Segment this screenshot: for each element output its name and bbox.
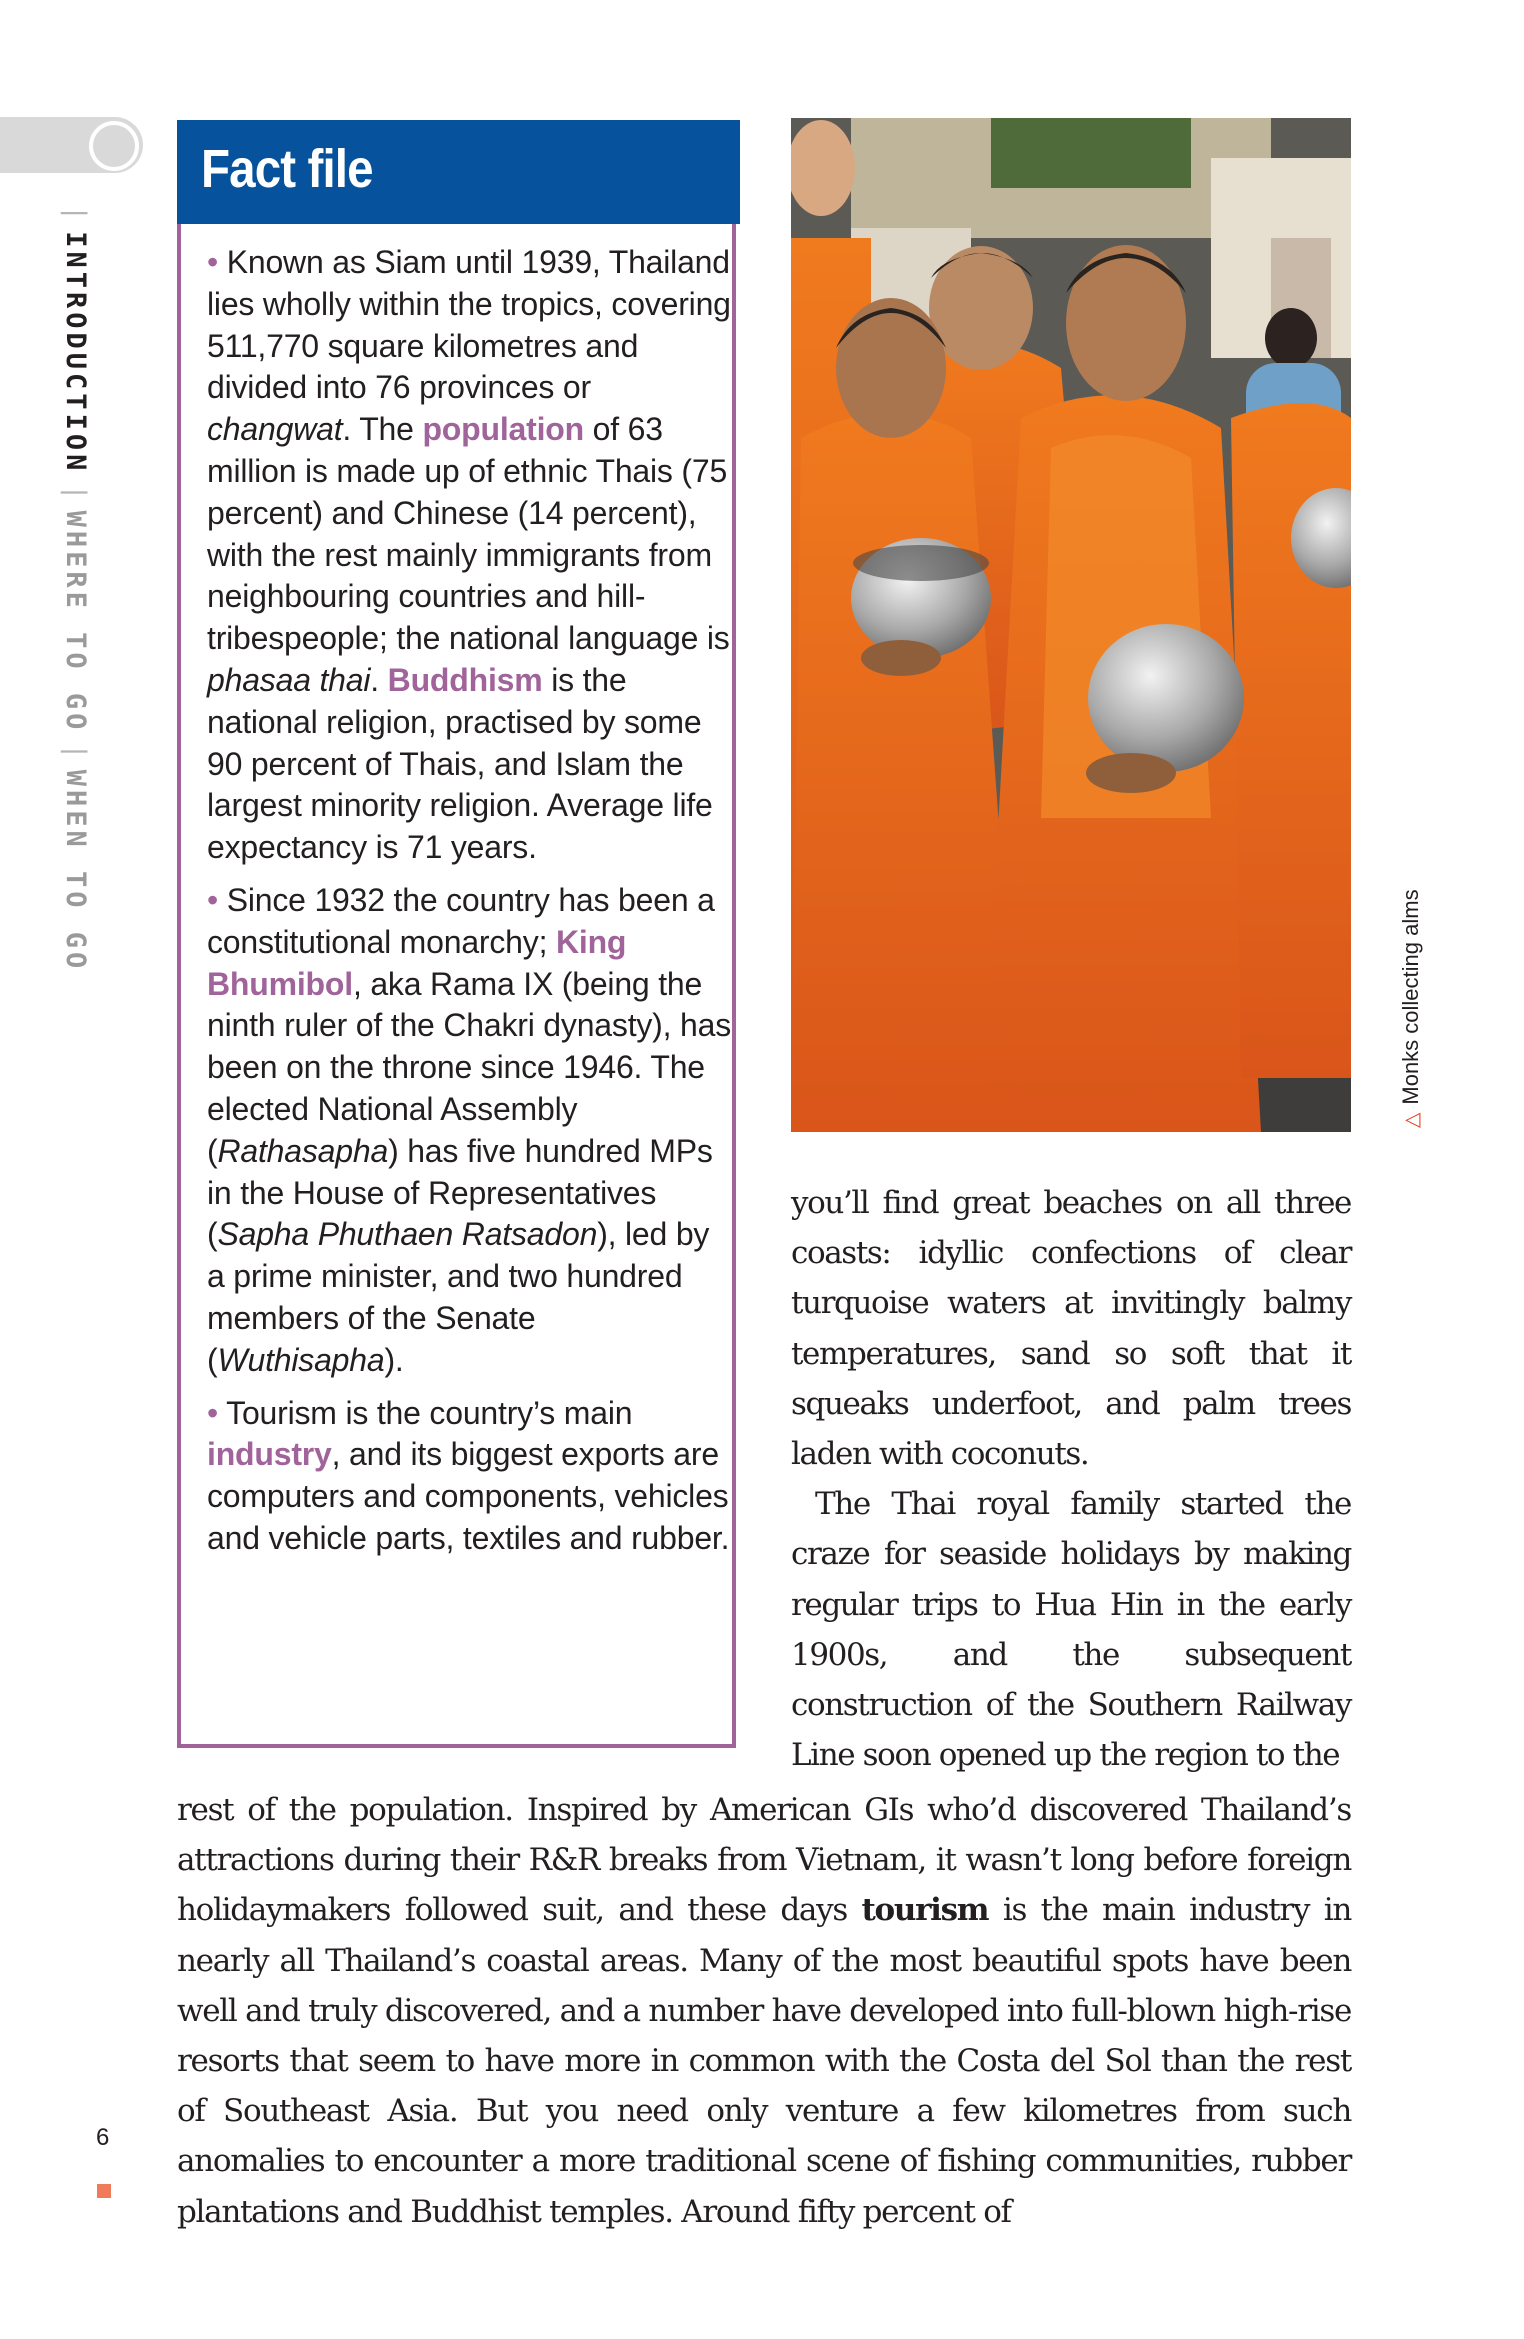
highlight-term: Buddhism [387,661,543,698]
bullet-icon: • [207,244,219,280]
fact-file-body [207,242,732,1571]
fact-paragraph: • Tourism is the country’s main industry, and its biggest exports are computers and components, vehicles and vehicle parts, textiles and rubber. [207,1394,730,1556]
highlight-term: population [422,411,584,448]
monks-photo [791,118,1351,1132]
page-number: 6 [96,2124,110,2151]
nav-separator: | [60,743,91,760]
triangle-icon: △ [1401,1112,1423,1128]
nav-item-introduction[interactable]: INTRODUCTION [60,231,91,475]
body-paragraph: The Thai royal family started the craze for seaside holidays by making regular trips to Hua Hin in the early 1900s, and the subsequent construction of the Southern Railway Line soon opened up the region to the [791,1486,1351,1774]
full-width-text [177,1785,1351,2237]
fact-file-header [177,120,740,224]
page-marker [97,2184,111,2198]
nav-separator: | [60,484,91,501]
fact-file-box [177,120,736,1748]
body-paragraph: you’ll find great beaches on all three coasts: idyllic confections of clear turquoise waters at invitingly balmy temperatures, sand so soft that it squeaks underfoot, and palm trees laden with coconuts. [791,1185,1351,1473]
tab-circle-icon [89,121,139,171]
nav-separator: | [60,205,91,222]
section-tab [0,117,143,173]
bullet-icon: • [207,881,219,918]
highlight-term: industry [207,1436,332,1473]
bold-term: tourism [861,1892,989,1929]
nav-item-when-to-go[interactable]: WHEN TO GO [60,769,91,973]
fact-paragraph: • Known as Siam until 1939, Thailand lies wholly within the tropics, covering 511,770 square kilometres and divided into 76 provinces or changwat. The population of 63 million is made up of ethnic Thais (75 percent) and Chinese (14 percent), with the rest mainly immigrants from neighbouring countries and hill-tribespeople; the national language is phasaa thai. Buddhism is the national religion, practised by some 90 percent of Thais, and Islam the largest minority religion. Average life expectancy is 71 years. [207,244,731,866]
body-paragraph: rest of the population. Inspired by American GIs who’d discovered Thailand’s attractions during their R&R breaks from Vietnam, it wasn’t long before foreign holidaymakers followed suit, and these days tourism is the main industry in nearly all Thailand’s coastal areas. Many of the most beautiful spots have been well and truly discovered, and a number have developed into full-blown high-rise resorts that seem to have more in common with the Costa del Sol than the rest of Southeast Asia. But you need only venture a few kilometres from such anomalies to encounter a more traditional scene of fishing communities, rubber plantations and Buddhist temples. Around fifty percent of [177,1792,1351,2230]
fact-file-title: Fact file [201,139,373,199]
bullet-icon: • [207,1394,219,1431]
highlight-term: King Bhumibol [207,923,627,1002]
fact-paragraph: • Since 1932 the country has been a constitutional monarchy; King Bhumibol, aka Rama IX (being the ninth ruler of the Chakri dynasty), has been on the throne since 1946. The elected National Assembly (Rathasapha) has five hundred MPs in the House of Representatives (Sapha Phuthaen Ratsadon), led by a prime minister, and two hundred members of the Senate (Wuthisapha). [207,881,732,1378]
column-text [791,1178,1351,1780]
nav-item-where-to-go[interactable]: WHERE TO GO [60,510,91,734]
